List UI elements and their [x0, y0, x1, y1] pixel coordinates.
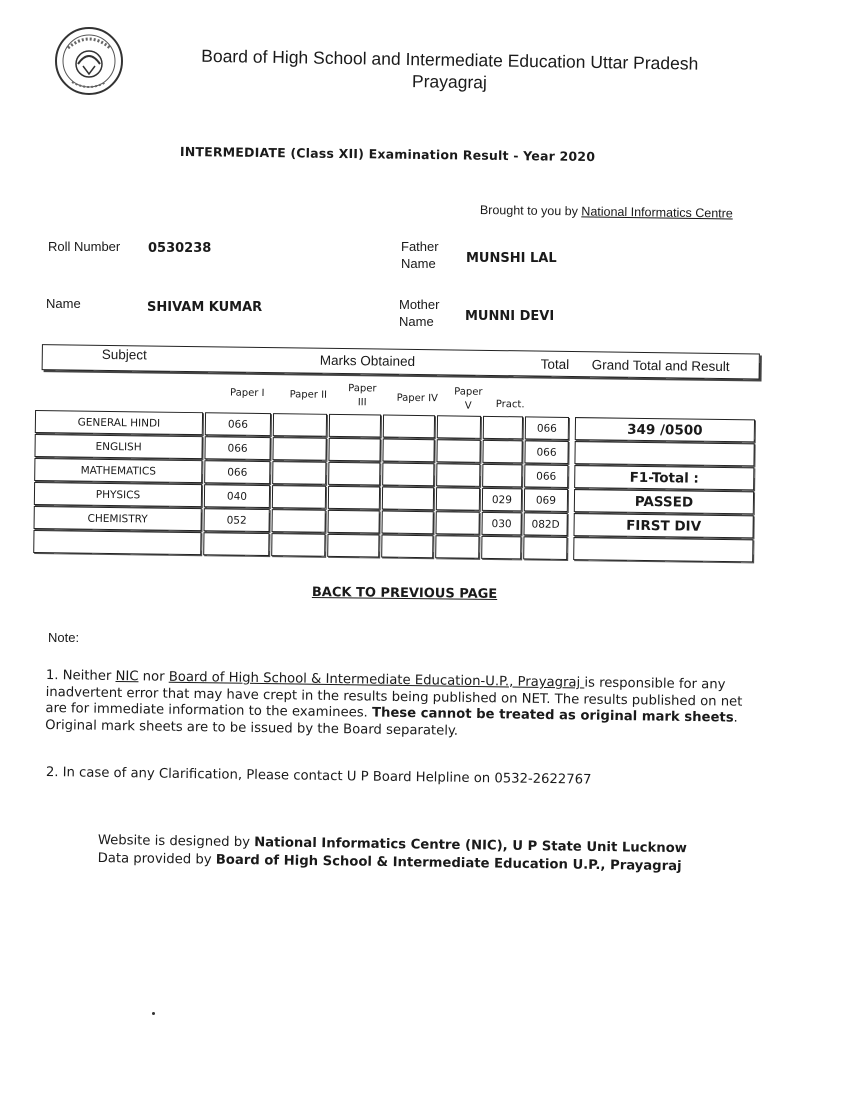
paper1-cell	[203, 532, 269, 556]
total-cell: 066	[524, 440, 568, 464]
pract-cell	[481, 536, 521, 560]
paper4-cell	[381, 535, 433, 559]
paper2-cell	[271, 533, 325, 557]
father-label-line1: Father	[401, 239, 439, 254]
paper2-cell	[272, 437, 326, 461]
total-cell: 082D	[523, 512, 567, 536]
back-to-previous-page-link[interactable]: BACK TO PREVIOUS PAGE	[311, 585, 498, 602]
paper3-cell	[328, 438, 380, 462]
father-label-line2: Name	[401, 256, 436, 271]
header-subject: Subject	[101, 346, 147, 363]
pract-cell: 030	[481, 512, 521, 536]
footer-line2-bold: Board of High School & Intermediate Education U.P., Prayagraj	[215, 852, 682, 875]
note-label: Note:	[48, 630, 80, 645]
total-cell: 066	[525, 416, 569, 440]
mother-name-value: MUNNI DEVI	[465, 309, 555, 324]
grand-total-result-cell	[573, 537, 753, 562]
paper5-head	[451, 385, 485, 413]
paper3-cell	[327, 534, 379, 558]
paper4-cell	[383, 415, 435, 439]
paper2-cell	[273, 413, 327, 437]
paper4-head: Paper IV	[396, 392, 438, 405]
paper5-cell	[436, 463, 480, 487]
paper3-cell	[328, 462, 380, 486]
note1-text-d: . Original mark sheets are to be issued by the Board separately.	[45, 710, 738, 739]
speck-mark	[152, 1012, 155, 1015]
subject-cell: CHEMISTRY	[34, 506, 202, 531]
name-value: SHIVAM KUMAR	[147, 300, 263, 315]
note-item-1	[45, 668, 768, 744]
paper2-cell	[272, 509, 326, 533]
note1-text-b: nor	[138, 669, 169, 685]
board-title-line2: Prayagraj	[411, 71, 488, 93]
grand-total-result-cell: FIRST DIV	[573, 513, 753, 538]
board-seal-logo	[50, 26, 128, 96]
note1-text-a: 1. Neither	[45, 668, 116, 684]
subject-cell	[33, 530, 201, 555]
paper5-cell	[435, 535, 479, 559]
brought-by-prefix: Brought to you by	[479, 203, 582, 219]
note-item-2: 2. In case of any Clarification, Please contact U P Board Helpline on 0532-2622767	[45, 765, 592, 788]
paper5-cell	[436, 439, 480, 463]
mother-name-label	[399, 296, 439, 330]
paper2-cell	[272, 485, 326, 509]
paper3-cell	[328, 486, 380, 510]
pract-cell	[482, 464, 522, 488]
grand-total-result-cell: F1-Total :	[574, 465, 754, 490]
mother-label-line2: Name	[399, 314, 434, 329]
total-cell: 066	[524, 464, 568, 488]
footer-line1-prefix: Website is designed by	[97, 832, 255, 851]
paper5-head-line2: V	[464, 400, 472, 412]
mother-label-line1: Mother	[399, 297, 440, 312]
note1-text-c: is responsible for any inadvertent error that may have crept in the results being published on NET. The results published on net are for immediate information to the examinees.	[45, 675, 743, 721]
paper3-head-line1: Paper	[348, 383, 377, 395]
grand-total-result-cell: 349 /0500	[575, 417, 755, 442]
header-grand-total: Grand Total and Result	[591, 357, 730, 375]
paper1-cell: 066	[204, 436, 270, 460]
paper3-cell	[329, 414, 381, 438]
name-label: Name	[46, 296, 81, 311]
note1-nic: NIC	[115, 668, 139, 685]
paper5-cell	[435, 511, 479, 535]
paper5-head-line1: Paper	[454, 386, 483, 398]
nic-link[interactable]: National Informatics Centre	[581, 204, 733, 221]
brought-by	[480, 203, 733, 221]
note1-board: Board of High School & Intermediate Education-U.P., Prayagraj	[168, 669, 585, 691]
paper4-cell	[381, 511, 433, 535]
paper5-cell	[437, 415, 481, 439]
paper4-cell	[382, 487, 434, 511]
pract-cell	[483, 416, 523, 440]
pract-cell	[482, 440, 522, 464]
father-name-value: MUNSHI LAL	[466, 251, 557, 266]
grand-total-result-cell: PASSED	[574, 489, 754, 514]
paper2-head: Paper II	[289, 389, 328, 401]
result-table	[33, 340, 766, 590]
paper1-cell: 040	[204, 484, 270, 508]
father-name-label	[401, 238, 439, 272]
subject-cell: PHYSICS	[34, 482, 202, 507]
footer-line2-prefix: Data provided by	[97, 850, 216, 868]
note1-bold: These cannot be treated as original mark sheets	[371, 705, 734, 726]
pract-cell: 029	[482, 488, 522, 512]
paper1-cell: 066	[204, 460, 270, 484]
total-cell: 069	[524, 488, 568, 512]
grand-total-result-cell	[574, 441, 754, 466]
roll-number-label: Roll Number	[48, 239, 121, 254]
paper2-cell	[272, 461, 326, 485]
paper4-cell	[382, 463, 434, 487]
total-cell	[523, 536, 567, 560]
subject-cell: GENERAL HINDI	[35, 410, 203, 435]
subject-cell: ENGLISH	[34, 434, 202, 459]
board-title	[149, 44, 750, 97]
paper3-head	[345, 382, 379, 410]
paper1-cell: 052	[204, 508, 270, 532]
roll-number-value: 0530238	[148, 241, 212, 256]
header-total: Total	[540, 356, 570, 372]
footer-credits	[97, 832, 757, 877]
subject-cell: MATHEMATICS	[34, 458, 202, 483]
footer-line1-bold: National Informatics Centre (NIC), U P State Unit Lucknow	[254, 835, 688, 857]
header-marks-obtained: Marks Obtained	[319, 352, 416, 369]
paper1-cell: 066	[205, 412, 271, 436]
paper1-head: Paper I	[230, 387, 265, 399]
paper3-cell	[328, 510, 380, 534]
paper3-head-line2: III	[357, 397, 367, 409]
pract-head: Pract.	[495, 399, 525, 411]
board-title-line1: Board of High School and Intermediate Education Uttar Pradesh	[201, 45, 699, 74]
paper4-cell	[382, 439, 434, 463]
paper5-cell	[436, 487, 480, 511]
exam-title: INTERMEDIATE (Class XII) Examination Result - Year 2020	[179, 144, 596, 165]
